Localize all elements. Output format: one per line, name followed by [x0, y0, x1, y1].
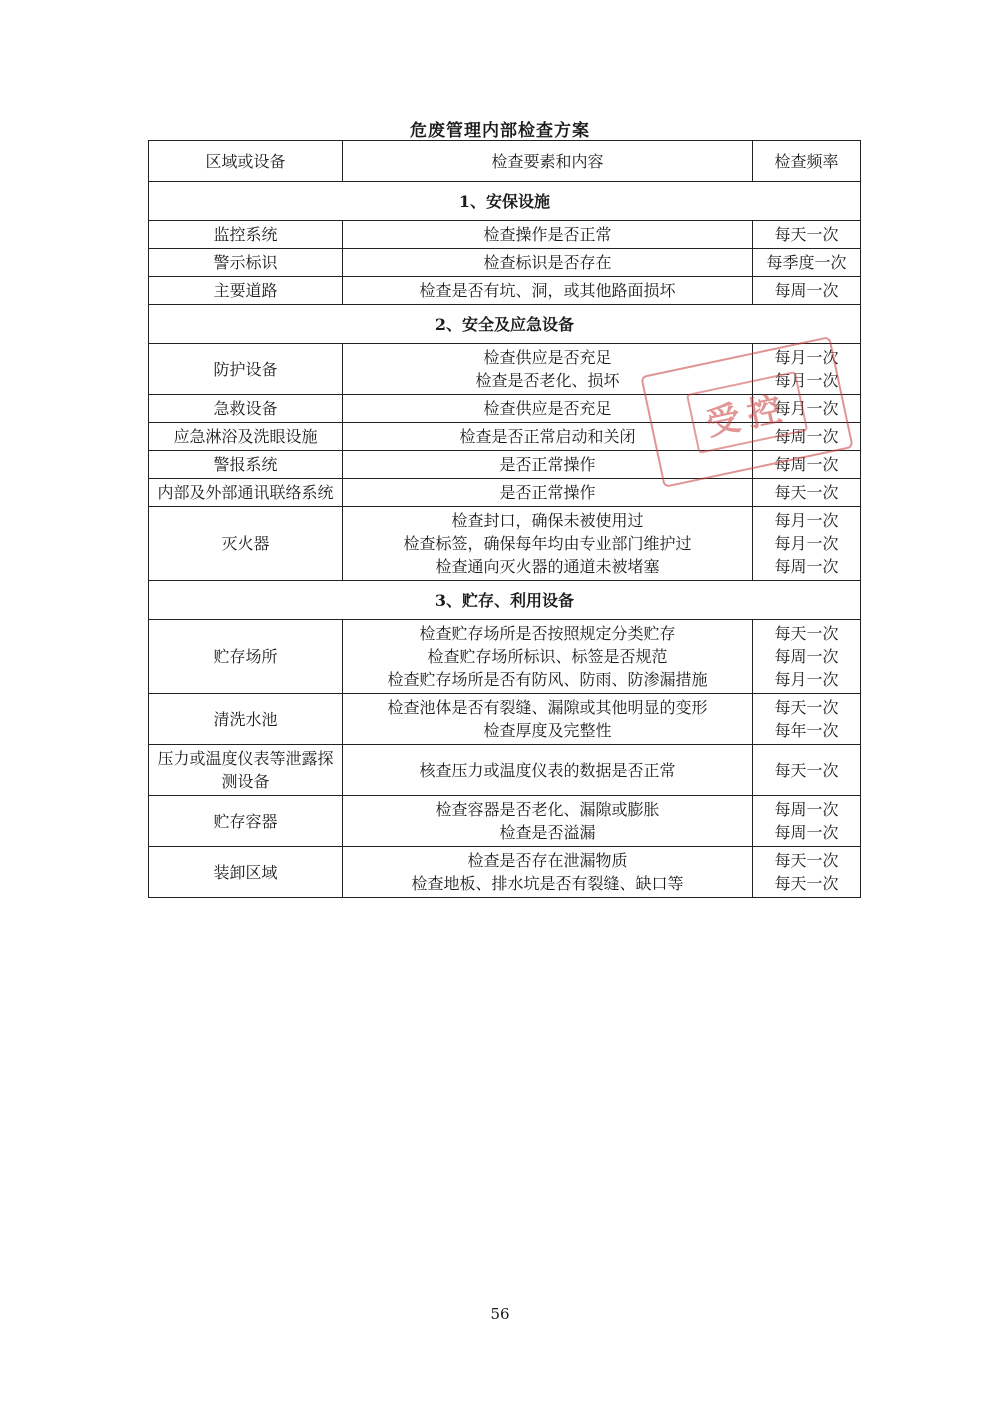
area-cell: 警示标识: [149, 249, 343, 277]
area-cell: 监控系统: [149, 221, 343, 249]
content-line: 检查供应是否充足: [483, 399, 612, 418]
area-cell: 贮存场所: [149, 620, 343, 694]
page-number: 56: [490, 1305, 510, 1323]
frequency-line: 每周一次: [774, 281, 839, 300]
header-frequency: 检查频率: [753, 141, 861, 182]
table-row: [149, 221, 861, 249]
frequency-line: 每天一次: [774, 760, 839, 780]
content-line: 检查是否正常启动和关闭: [459, 427, 636, 446]
content-cell: [343, 507, 753, 581]
content-line: 检查贮存场所是否有防风、防雨、防渗漏措施: [387, 670, 708, 689]
table-row: [149, 796, 861, 847]
frequency-line: 每季度一次: [766, 253, 847, 272]
content-line: 检查容器是否老化、漏隙或膨胀: [435, 800, 660, 819]
frequency-cell: [753, 620, 861, 694]
table-header-row: [149, 141, 861, 182]
table-row: [149, 451, 861, 479]
frequency-cell: [753, 507, 861, 581]
content-line: 检查是否老化、损坏: [475, 371, 620, 390]
frequency-line: 每天一次: [774, 874, 839, 893]
area-cell: 压力或温度仪表等泄露探测设备: [149, 745, 343, 796]
frequency-line: 每天一次: [774, 851, 839, 870]
header-area: 区域或设备: [149, 141, 343, 182]
frequency-cell: [753, 423, 861, 451]
area-cell: 急救设备: [149, 395, 343, 423]
table-row: [149, 479, 861, 507]
content-line: 是否正常操作: [499, 455, 596, 474]
frequency-cell: [753, 344, 861, 395]
frequency-line: 每天一次: [774, 225, 839, 244]
frequency-cell: [753, 694, 861, 745]
frequency-line: 每月一次: [774, 534, 839, 553]
content-cell: [343, 344, 753, 395]
content-line: 检查封口，确保未被使用过: [451, 511, 644, 530]
frequency-line: 每月一次: [774, 511, 839, 530]
area-cell: 贮存容器: [149, 796, 343, 847]
content-cell: [343, 395, 753, 423]
frequency-line: 每月一次: [774, 348, 839, 367]
frequency-line: 每周一次: [774, 455, 839, 474]
document-title: 危废管理内部检查方案: [410, 121, 590, 141]
frequency-cell: [753, 847, 861, 898]
content-line: 检查标签，确保每年均由专业部门维护过: [403, 534, 692, 553]
content-cell: [343, 796, 753, 847]
table-row: [149, 847, 861, 898]
content-line: 是否正常操作: [499, 483, 596, 502]
frequency-line: 每月一次: [774, 670, 839, 689]
area-cell: 警报系统: [149, 451, 343, 479]
header-content: 检查要素和内容: [343, 141, 753, 182]
area-cell: 清洗水池: [149, 694, 343, 745]
frequency-cell: [753, 395, 861, 423]
frequency-cell: [753, 479, 861, 507]
frequency-cell: [753, 451, 861, 479]
frequency-line: 每月一次: [774, 371, 839, 390]
table-row: [149, 344, 861, 395]
frequency-cell: [753, 796, 861, 847]
frequency-cell: [753, 249, 861, 277]
frequency-line: 每周一次: [774, 823, 839, 842]
frequency-line: 每周一次: [774, 800, 839, 819]
content-line: 检查贮存场所是否按照规定分类贮存: [419, 624, 676, 643]
frequency-line: 每周一次: [774, 647, 839, 666]
area-cell: 内部及外部通讯联络系统: [149, 479, 343, 507]
table-row: [149, 277, 861, 305]
table-row: [149, 745, 861, 796]
table-row: [149, 507, 861, 581]
content-line: 检查操作是否正常: [483, 225, 612, 244]
frequency-line: 每天一次: [774, 698, 839, 717]
frequency-line: 每天一次: [774, 483, 839, 502]
table-row: [149, 249, 861, 277]
content-line: 检查贮存场所标识、标签是否规范: [427, 647, 668, 666]
frequency-cell: [753, 221, 861, 249]
table-row: [149, 423, 861, 451]
area-cell: 主要道路: [149, 277, 343, 305]
content-cell: [343, 745, 753, 796]
content-cell: [343, 847, 753, 898]
frequency-line: 每周一次: [774, 427, 839, 446]
content-cell: [343, 277, 753, 305]
section-row: [149, 305, 861, 344]
content-cell: [343, 479, 753, 507]
frequency-line: 每月一次: [774, 399, 839, 418]
section-label: 1、安保设施: [149, 182, 861, 221]
content-line: 检查通向灭火器的通道未被堵塞: [435, 557, 660, 576]
frequency-line: 每周一次: [774, 557, 839, 576]
content-cell: [343, 620, 753, 694]
area-cell: 防护设备: [149, 344, 343, 395]
content-line: 核查压力或温度仪表的数据是否正常: [419, 760, 676, 780]
inspection-table: [148, 140, 861, 898]
table-row: [149, 694, 861, 745]
content-line: 检查是否溢漏: [499, 823, 596, 842]
content-line: 检查是否存在泄漏物质: [467, 851, 628, 870]
frequency-line: 每天一次: [774, 624, 839, 643]
area-cell: 装卸区域: [149, 847, 343, 898]
section-row: [149, 182, 861, 221]
section-row: [149, 581, 861, 620]
frequency-cell: [753, 277, 861, 305]
table-row: [149, 395, 861, 423]
content-cell: [343, 694, 753, 745]
content-line: 检查是否有坑、洞，或其他路面损坏: [419, 281, 676, 300]
table-row: [149, 620, 861, 694]
section-label: 3、贮存、利用设备: [149, 581, 861, 620]
area-cell: 灭火器: [149, 507, 343, 581]
content-line: 检查厚度及完整性: [483, 721, 612, 740]
content-cell: [343, 451, 753, 479]
content-cell: [343, 423, 753, 451]
frequency-line: 每年一次: [774, 721, 839, 740]
content-line: 检查供应是否充足: [483, 348, 612, 367]
table-body: [149, 182, 861, 898]
stamp-text: 受控: [686, 371, 808, 454]
content-line: 检查池体是否有裂缝、漏隙或其他明显的变形: [387, 698, 708, 717]
section-label: 2、安全及应急设备: [149, 305, 861, 344]
content-cell: [343, 249, 753, 277]
area-cell: 应急淋浴及洗眼设施: [149, 423, 343, 451]
frequency-cell: [753, 745, 861, 796]
content-line: 检查标识是否存在: [483, 253, 612, 272]
content-line: 检查地板、排水坑是否有裂缝、缺口等: [411, 874, 684, 893]
content-cell: [343, 221, 753, 249]
